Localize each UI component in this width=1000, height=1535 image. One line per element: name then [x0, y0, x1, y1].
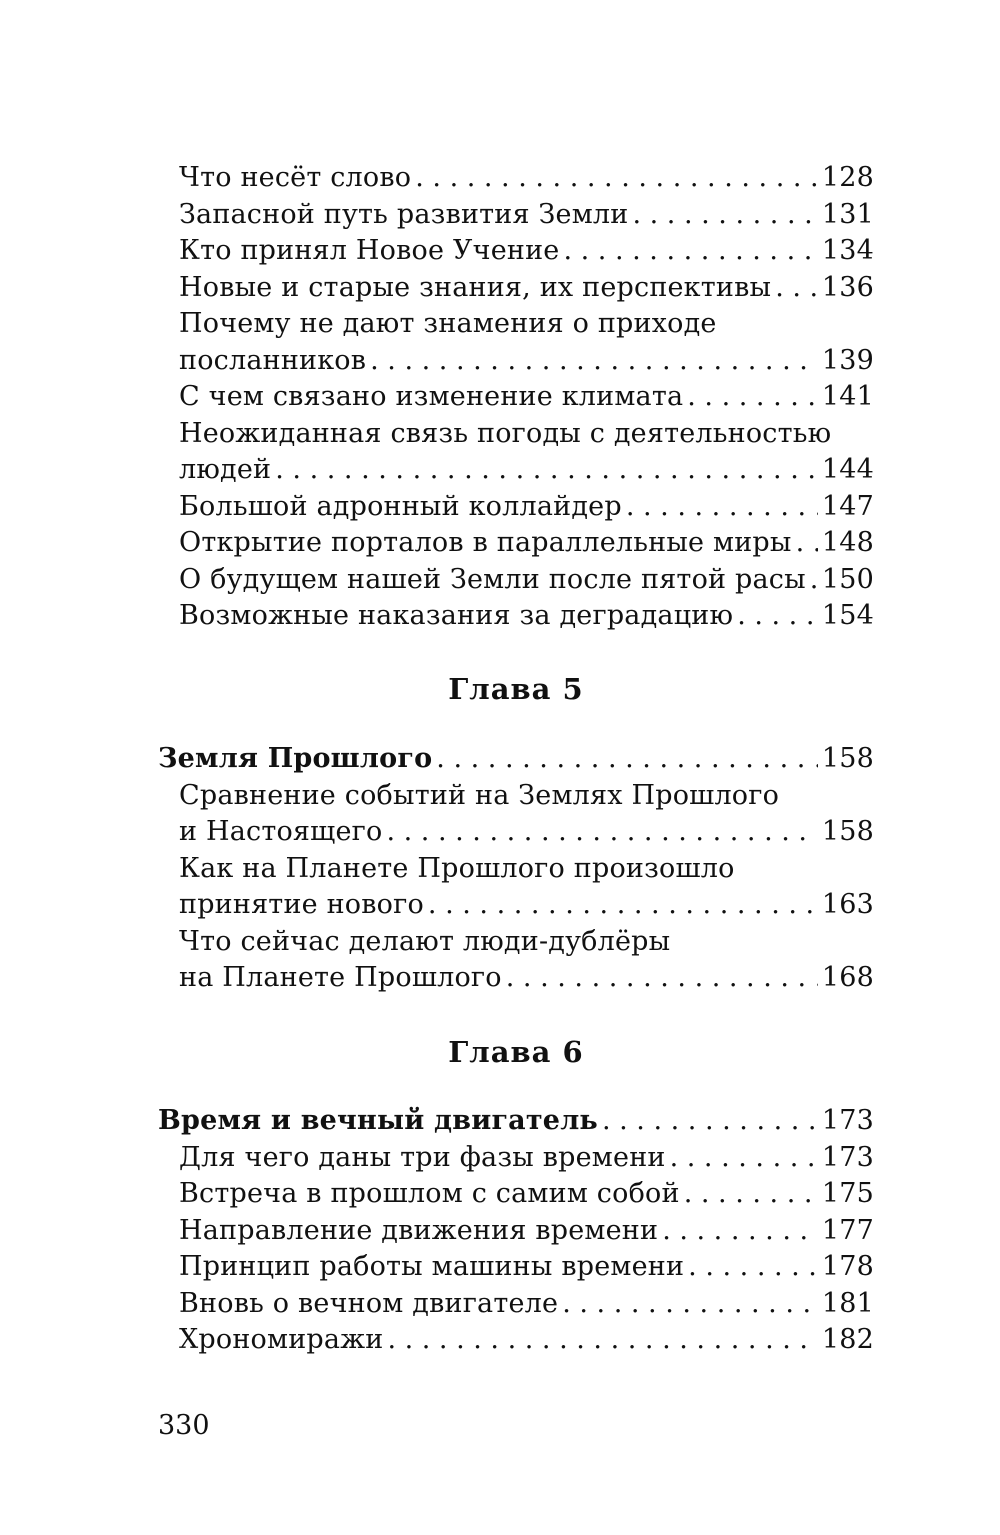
entry-page-number: 175 [821, 1178, 874, 1209]
entry-page-number: 182 [821, 1324, 874, 1355]
toc-main-entry [158, 741, 874, 778]
dot-leader [563, 233, 817, 270]
toc-entry [158, 1249, 874, 1286]
entry-page-number: 131 [821, 198, 874, 230]
entry-title-line-2: посланников [179, 344, 367, 376]
dot-leader [737, 598, 818, 635]
dot-leader [775, 270, 818, 307]
dot-leader [370, 343, 818, 380]
toc-entry [158, 1322, 874, 1359]
entry-title: Что несёт слово [179, 162, 412, 193]
entry-title-line-1: Что сейчас делают люди-дублёры [179, 925, 671, 957]
toc-entry [158, 851, 874, 924]
dot-leader [562, 1286, 818, 1323]
toc-entry [158, 598, 874, 635]
entry-page-number: 134 [821, 235, 874, 266]
dot-leader [810, 562, 818, 599]
toc-block-continued [158, 160, 874, 635]
toc-entry [158, 160, 874, 197]
dot-leader [275, 452, 818, 489]
entry-page-number: 154 [821, 600, 874, 631]
entry-page-number: 141 [821, 381, 874, 412]
entry-page-number: 177 [821, 1214, 874, 1246]
toc-entry [158, 525, 874, 562]
entry-title: Кто принял Новое Учение [179, 235, 560, 266]
toc-block-chapter-6 [158, 1103, 874, 1359]
toc-entry [158, 1140, 874, 1177]
toc-main-entry [158, 1103, 874, 1140]
dot-leader [662, 1213, 818, 1250]
toc-entry [158, 416, 874, 489]
entry-title-line-2: и Настоящего [179, 816, 383, 847]
entry-page-number: 147 [821, 490, 874, 522]
toc-entry [158, 1286, 874, 1323]
toc-entry [158, 1176, 874, 1213]
entry-title: Новые и старые знания, их перспективы [179, 271, 772, 303]
dot-leader [387, 1322, 817, 1359]
entry-page-number: 178 [821, 1251, 874, 1282]
entry-page-number: 173 [821, 1105, 874, 1136]
entry-page-number: 148 [821, 527, 874, 558]
entry-page-number: 168 [821, 962, 874, 993]
entry-page-number: 163 [821, 889, 874, 920]
entry-title: Возможные наказания за деградацию [179, 600, 734, 631]
entry-title-line-1: Почему не дают знамения о приходе [179, 308, 717, 339]
entry-page-number: 158 [821, 743, 874, 774]
main-entry-title: Время и вечный двигатель [158, 1105, 598, 1136]
entry-title: Большой адронный коллайдер [179, 490, 622, 522]
dot-leader [506, 960, 818, 997]
entry-title: Открытие порталов в параллельные миры [179, 527, 792, 558]
entry-title-line-1: Как на Планете Прошлого произошло [179, 852, 735, 884]
chapter-heading: Глава 6 [448, 1035, 584, 1069]
toc-entry [158, 1213, 874, 1250]
entry-title: Вновь о вечном двигателе [179, 1287, 559, 1319]
toc-entry [158, 379, 874, 416]
entry-title: Запасной путь развития Земли [179, 198, 629, 230]
entry-page-number: 144 [821, 454, 874, 485]
toc-entry [158, 924, 874, 997]
entry-page-number: 139 [821, 344, 874, 376]
toc-entry [158, 270, 874, 307]
entry-title-line-2: принятие нового [179, 889, 424, 920]
toc-entry [158, 778, 874, 851]
entry-title-line-1: Сравнение событий на Землях Прошлого [179, 779, 780, 811]
entry-title: Принцип работы машины времени [179, 1251, 685, 1282]
page-number-footer: 330 [158, 1410, 210, 1441]
toc-entry [158, 233, 874, 270]
entry-page-number: 173 [821, 1141, 874, 1173]
dot-leader [687, 379, 818, 416]
entry-page-number: 136 [821, 271, 874, 303]
dot-leader [436, 741, 818, 778]
dot-leader [632, 197, 817, 234]
chapter-heading: Глава 5 [448, 672, 584, 706]
toc-entry [158, 306, 874, 379]
entry-page-number: 128 [821, 162, 874, 193]
entry-title: Для чего даны три фазы времени [179, 1141, 666, 1173]
entry-page-number: 158 [821, 816, 874, 847]
dot-leader [684, 1176, 818, 1213]
dot-leader [415, 160, 818, 197]
entry-page-number: 150 [821, 563, 874, 595]
dot-leader [688, 1249, 818, 1286]
entry-title: Хрономиражи [179, 1324, 384, 1355]
main-entry-title: Земля Прошлого [158, 743, 433, 774]
entry-title: Направление движения времени [179, 1214, 659, 1246]
dot-leader [670, 1140, 818, 1177]
entry-title-line-2: людей [179, 454, 272, 485]
toc-block-chapter-5 [158, 741, 874, 997]
dot-leader [386, 814, 817, 851]
entry-title: С чем связано изменение климата [179, 381, 684, 412]
toc-entry [158, 489, 874, 526]
dot-leader [796, 525, 818, 562]
entry-title-line-1: Неожиданная связь погоды с деятельностью [179, 417, 832, 449]
dot-leader [602, 1103, 818, 1140]
dot-leader [428, 887, 818, 924]
toc-entry [158, 197, 874, 234]
toc-entry [158, 562, 874, 599]
entry-page-number: 181 [821, 1287, 874, 1319]
entry-title-line-2: на Планете Прошлого [179, 962, 502, 993]
entry-title: Встреча в прошлом с самим собой [179, 1178, 680, 1209]
dot-leader [626, 489, 818, 526]
entry-title: О будущем нашей Земли после пятой расы [179, 563, 806, 595]
